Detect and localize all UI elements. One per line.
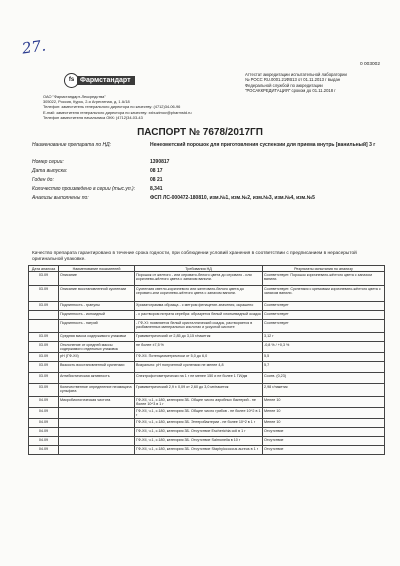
table-row [29, 353, 385, 362]
cell-requirement: Гравиметрический от 2,85 до 3,15 г/пакетик [135, 333, 263, 342]
table-row [29, 384, 385, 397]
document-number: 0 003002 [359, 62, 380, 67]
cell-requirement: ГФ-ХII. Потенциометрически от 5,0 до 6,0 [135, 353, 263, 362]
cell-date [29, 320, 59, 333]
address-line: Телефон: заместитель генерального директора по качеству: (4712)34-06-96 [43, 104, 181, 110]
cell-date: 03.09 [29, 333, 59, 342]
cell-result: 3,12 г [263, 333, 385, 342]
field-label: Дата выпуска: [32, 168, 68, 174]
cell-parameter: Подлинность - гранулы [59, 302, 135, 311]
cell-parameter: Описание [59, 272, 135, 286]
cell-date: 03.09 [29, 272, 59, 286]
table-row [29, 320, 385, 333]
accreditation-line: "РОСАККРЕДИТАЦИЯ" сроком до 01.11.2018 г [245, 88, 336, 94]
table-row [29, 311, 385, 320]
table-row [29, 437, 385, 446]
cell-parameter [59, 446, 135, 455]
field-label: Количество произведено в серии (тыс.уп.): [32, 186, 136, 192]
cell-result: 5,5 [263, 353, 385, 362]
cell-parameter: Микробиологическая чистота [59, 397, 135, 408]
cell-requirement: Суспензия светло-коричневого или желтовато-белого цвета до серовато-или коричнево-жёлтого цвета с запахом ванили. [135, 286, 263, 302]
cell-result: Менее 10 [263, 408, 385, 419]
cell-requirement: Визуально: pH полученной суспензии не менее 4,8 [135, 362, 263, 373]
table-row [29, 428, 385, 437]
cell-date: 03.09 [29, 353, 59, 362]
cell-requirement: Спектрофотометрически на 1 г не менее 150 и не более 1 ГИ/дм [135, 373, 263, 384]
field-quantity: 8,341 [150, 186, 163, 192]
cell-date: 03.09 [29, 373, 59, 384]
cell-date: 04.09 [29, 397, 59, 408]
cell-date [29, 311, 59, 320]
cell-result: Соответствует. Суспензия с кремовым коричневато-жёлтого цвета с запахом ванили. [263, 286, 385, 302]
cell-result: Соответствует [263, 320, 385, 333]
table-row [29, 408, 385, 419]
table-row [29, 373, 385, 384]
table-row [29, 419, 385, 428]
cell-parameter [59, 437, 135, 446]
cell-date: 04.09 [29, 419, 59, 428]
cell-result: Соответствует [263, 311, 385, 320]
field-label: Наименование препарата по НД: [32, 142, 112, 148]
logo-wordmark: Фармстандарт [77, 76, 135, 85]
field-batch-number: 1390817 [150, 159, 170, 165]
cell-requirement: ГФ-ХII, ч.1, с.180, категория 3Б. Общее число грибов - не более 10^2 в 1 г [136, 408, 261, 418]
cell-parameter: Вязкость восстановленной суспензии [59, 362, 135, 373]
cell-parameter [59, 408, 135, 419]
accreditation-line: Аттестат аккредитации испытательной лаборатории [245, 72, 347, 77]
analysis-table [28, 265, 385, 455]
passport-title: ПАСПОРТ № 7678/2017ГП [137, 127, 263, 138]
cell-date: 04.09 [29, 428, 59, 437]
logo-mark-icon: fs [64, 73, 79, 88]
table-row [29, 362, 385, 373]
cell-date: 04.09 [29, 408, 59, 419]
cell-parameter: Антибиотическая активность [59, 373, 135, 384]
cell-result: Менее 10 [263, 397, 385, 408]
table-row [29, 446, 385, 455]
cell-requirement: ГФ-ХII, ч.1, с.180, категория 3Б. Отсутствие Escherichia coli в 1 г [135, 428, 263, 437]
cell-date: 04.09 [29, 446, 59, 455]
cell-requirement: - ГФ-ХI: появляется белый кристаллический осадок, растворяется в разбавленных минеральных кислотах и уксусной кислоте [135, 320, 263, 333]
cell-parameter: Описание восстановленной суспензии [59, 286, 135, 302]
company-logo [64, 73, 135, 87]
cell-result: Соответствует [263, 302, 385, 311]
company-address [43, 94, 203, 120]
address-line: 305022, Россия, Курск, 2-я Агрегатная, д. 1 А/18 [43, 99, 130, 105]
cell-result: Соотв. (0,23) [263, 373, 385, 384]
cell-parameter: pH (ГФ-ХII) [59, 353, 135, 362]
cell-date: 03.09 [29, 384, 59, 397]
cell-date: 04.09 [29, 437, 59, 446]
quality-guarantee-note: Качество препарата гарантировано в течение срока годности, при соблюдении условий хранения в соответствии с предписанием в нерасерытой оригинальной упаковке. [32, 251, 357, 262]
cell-result: Соответствует. Порошок коричневато-жёлтого цвета с запахом ванили. [263, 272, 385, 286]
address-line: Телефон заместителя начальника ОКК: (4712)34-03-43 [43, 114, 143, 120]
cell-requirement: Гравиметрический 2,9 ± 0,09 от 2,60 до 3,0 мг/пакетик [135, 384, 263, 397]
cell-result: Менее 10 [263, 419, 385, 428]
address-line: E-mail: заместителя генерального директора по качеству: xxbuzimov@pharmstd.ru [43, 109, 192, 115]
field-label: Анализы выполнены по: [32, 195, 89, 201]
handwritten-number: 27. [20, 36, 47, 58]
cell-requirement: не более ±7,5 % [135, 342, 263, 353]
column-header: Требования НД [135, 266, 263, 272]
field-release-date: 08 17 [150, 168, 163, 174]
cell-parameter [59, 428, 135, 437]
column-header: Результаты испытания по анализу [263, 266, 385, 272]
field-label: Номер серии: [32, 159, 64, 165]
cell-requirement: ГФ-ХII, ч.1, с.180, категория 3Б. Энтеробактерии - не более 10^2 в 1 г [135, 419, 263, 428]
cell-parameter [59, 419, 135, 428]
cell-result: Отсутствие [263, 437, 385, 446]
column-header: Дата анализа [29, 266, 59, 272]
cell-requirement: ГФ-ХII, ч.1, с.180, категория 3Б. Отсутствие Staphylococcus aureus в 1 г [135, 446, 263, 455]
cell-result: Отсутствие [263, 428, 385, 437]
accreditation-line: Федеральной службой по аккредитации [245, 82, 323, 88]
cell-result: Отсутствие [263, 446, 385, 455]
cell-requirement: - с раствором нитрата серебра: образуется белый хлопьевидный осадок [135, 311, 263, 320]
cell-parameter: Подлинность - ионоидный [59, 311, 135, 320]
cell-result: 5,7 [263, 362, 385, 373]
cell-requirement: ГФ-ХII, ч.1, с.180, категория 3Б. Общее число аэробных бактерий - не более 10^3 в 1 г [135, 397, 263, 408]
cell-parameter: Количественное определение неомицина сульфата [59, 384, 135, 397]
cell-date: 03.09 [29, 302, 59, 311]
cell-requirement: Хроматограмма образца - с метром фенацетин-значения, окрашено [135, 302, 263, 311]
column-header: Наименование показателей [59, 266, 135, 272]
accreditation-line: № РОСС RU.0001.21ФВ13 от 01.11.2013 г выдан [245, 77, 341, 83]
field-label: Годен до: [32, 177, 54, 183]
cell-requirement: Порошок от желтого - или серовато-белого цвета до серовато - или коричнево-жёлтого цвета с запахом ванили. [135, 272, 263, 286]
field-product-name: Ненеометский порошок для приготовления суспензии для приема внутрь [ванильный] 3 г [150, 142, 376, 148]
table-row [29, 333, 385, 342]
field-expiry: 08 21 [150, 177, 163, 183]
cell-date: 03.09 [29, 362, 59, 373]
table-row [29, 397, 385, 408]
table-row [29, 272, 385, 286]
field-analysis-standard: ФСП ЛС-000472-180810, изм.№1, изм.№2, изм.№3, изм.№4, изм.№5 [150, 195, 315, 201]
table-row [29, 286, 385, 302]
table-row [29, 302, 385, 311]
cell-date: 03.09 [29, 342, 59, 353]
cell-date: 03.09 [29, 286, 59, 302]
cell-result: 2,98 г/пакетик [263, 384, 385, 397]
cell-requirement: ГФ-ХII, ч.1, с.180, категория 3Б. Отсутствие Salmonella в 10 г [135, 437, 263, 446]
cell-parameter: Подлинность - натрий [59, 320, 135, 333]
cell-parameter: Средняя масса содержимого упаковки [59, 333, 135, 342]
cell-parameter: Отклонение от средней массы содержимого отдельных упаковок [59, 342, 135, 353]
accreditation-block [245, 72, 385, 94]
cell-result: -0,8 % / +0,3 % [263, 342, 385, 353]
address-line: ОАО "Фармстандарт-Лексредства" [43, 94, 106, 99]
table-row [29, 342, 385, 353]
